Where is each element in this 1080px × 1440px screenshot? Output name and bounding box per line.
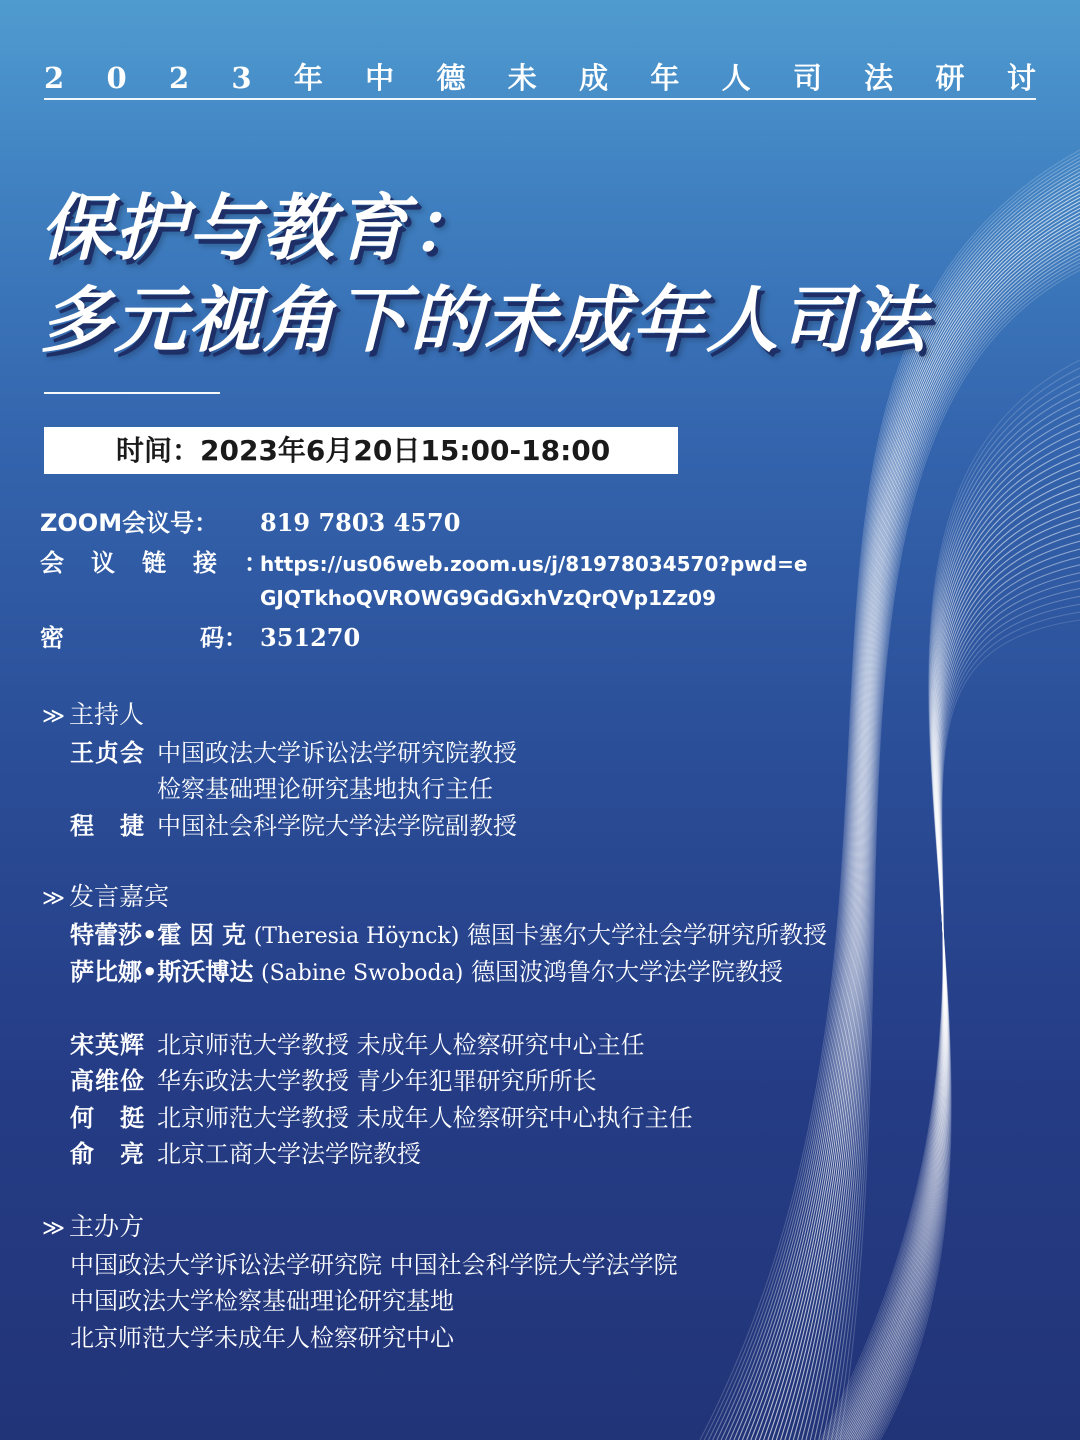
banner-char: 研 [935, 61, 965, 95]
wave-line [819, 252, 1080, 1440]
speaker-title: 华东政法大学教授 青少年犯罪研究所所长 [157, 1067, 597, 1095]
banner-char: 人 [721, 61, 751, 95]
wave-line [873, 392, 1080, 1440]
wave-line [785, 223, 1080, 1440]
wave-line [853, 478, 1080, 1440]
wave-line [831, 573, 1080, 1440]
wave-line [838, 541, 1080, 1440]
wave-line [825, 596, 1080, 1440]
wave-line [864, 431, 1080, 1440]
wave-line [856, 462, 1080, 1440]
wave-line [847, 502, 1080, 1440]
wave-line [823, 255, 1080, 1440]
zoom-id-label: ZOOM会议号： [40, 509, 219, 537]
event-time: 时间：2023年6月20日15:00-18:00 [44, 427, 678, 474]
wave-line [827, 588, 1080, 1440]
banner-char: 中 [365, 61, 395, 95]
banner-char: 讨 [1006, 61, 1036, 95]
wave-line [865, 423, 1080, 1440]
password-label-second: 码： [200, 624, 248, 652]
banner-char: 司 [792, 61, 822, 95]
speaker-row [70, 1061, 597, 1096]
banner-char: 法 [864, 61, 894, 95]
title-line-2: 多元视角下的未成年人司法 [40, 278, 929, 362]
banner-char: 3 [231, 61, 252, 95]
wave-line [764, 205, 1080, 1440]
speaker-row [70, 915, 827, 950]
event-banner [44, 60, 1036, 100]
password-value[interactable]: 351270 [260, 623, 361, 652]
speaker-name: 宋英辉 [70, 1031, 145, 1059]
speaker-title: 德国卡塞尔大学社会学研究所教授 [467, 921, 828, 949]
zoom-password-row [40, 618, 360, 653]
wave-line [832, 263, 1080, 1440]
speaker-title: 北京师范大学教授 未成年人检察研究中心执行主任 [157, 1104, 693, 1132]
title-divider [44, 392, 220, 394]
wave-line [734, 179, 1080, 1440]
host-title: 中国社会科学院大学法学院副教授 [157, 812, 517, 840]
banner-char: 年 [650, 61, 680, 95]
speaker-title: 德国波鸿鲁尔大学法学院教授 [470, 958, 783, 986]
wave-line [878, 368, 1080, 1440]
speaker-latin-name: (Theresia Höynck) [253, 924, 460, 949]
banner-char: 2 [168, 61, 190, 95]
host-name: 王贞会 [70, 739, 145, 767]
wave-line [844, 518, 1080, 1440]
speaker-title: 北京师范大学教授 未成年人检察研究中心主任 [157, 1031, 645, 1059]
speaker-name: 俞 亮 [70, 1140, 145, 1168]
speaker-latin-name: (Sabine Swoboda) [260, 961, 464, 986]
wave-line [815, 248, 1080, 1440]
organizer-line: 北京师范大学未成年人检察研究中心 [70, 1324, 454, 1352]
host-name: 程 捷 [70, 812, 145, 840]
speaker-row [70, 1134, 421, 1169]
host-title-cont: 检察基础理论研究基地执行主任 [157, 775, 493, 803]
wave-line [840, 270, 1080, 1440]
wave-line [772, 212, 1080, 1440]
wave-line [840, 533, 1080, 1440]
wave-line [793, 230, 1080, 1440]
wave-line [849, 494, 1080, 1440]
organizer-line: 中国政法大学检察基础理论研究基地 [70, 1287, 454, 1315]
organizers-heading-label: 主办方 [69, 1212, 145, 1241]
wave-line [835, 557, 1080, 1440]
zoom-link-line-2[interactable]: GJQTkhoQVROWG9GdGxhVzQrQVp1Zz09 [260, 586, 717, 610]
wave-line [810, 245, 1080, 1440]
wave-line [759, 201, 1080, 1440]
speaker-row [70, 1025, 645, 1060]
wave-line [781, 219, 1080, 1440]
speaker-name: 萨比娜•斯沃博达 [70, 958, 254, 986]
zoom-id-row [40, 503, 460, 538]
wave-line [806, 241, 1080, 1440]
banner-char: 0 [106, 61, 127, 95]
wave-line [862, 439, 1080, 1440]
zoom-link-row [40, 543, 807, 578]
wave-line [860, 447, 1080, 1440]
zoom-link-row-2 [260, 583, 716, 611]
wave-line [820, 620, 1080, 1440]
speaker-name: 高维俭 [70, 1067, 145, 1095]
wave-line [751, 194, 1080, 1440]
double-chevron-icon: ≫ [42, 1216, 66, 1241]
wave-line [755, 197, 1080, 1440]
speaker-name: 何 挺 [70, 1104, 145, 1132]
banner-char: 成 [579, 61, 609, 95]
banner-char: 年 [293, 61, 323, 95]
wave-line [822, 612, 1080, 1440]
wave-line [776, 215, 1080, 1440]
wave-line [869, 407, 1080, 1440]
wave-line [747, 190, 1080, 1440]
wave-line [855, 470, 1080, 1440]
double-chevron-icon: ≫ [42, 886, 66, 911]
zoom-id-value[interactable]: 819 7803 4570 [260, 508, 461, 537]
wave-line [842, 525, 1080, 1440]
speaker-row [70, 1098, 693, 1133]
wave-line [798, 234, 1080, 1440]
zoom-link-label: 会议链接： [40, 549, 295, 577]
wave-line [845, 510, 1080, 1440]
wave-line [827, 259, 1080, 1440]
wave-line [880, 360, 1080, 1440]
banner-char: 2 [44, 61, 65, 95]
wave-line [836, 549, 1080, 1440]
wave-line [871, 399, 1080, 1440]
speaker-title: 北京工商大学法学院教授 [157, 1140, 421, 1168]
wave-line [858, 455, 1080, 1440]
speakers-heading-label: 发言嘉宾 [69, 882, 170, 911]
wave-line [829, 581, 1080, 1440]
zoom-link-line-1[interactable]: https://us06web.zoom.us/j/81978034570?pwd=e [260, 552, 808, 576]
double-chevron-icon: ≫ [42, 704, 66, 729]
host-title: 中国政法大学诉讼法学研究院教授 [157, 739, 517, 767]
wave-line [867, 415, 1080, 1440]
speaker-row [70, 952, 783, 987]
speaker-name: 特蕾莎•霍 因 克 [70, 921, 247, 949]
hosts-heading-label: 主持人 [69, 700, 145, 729]
organizers-heading [42, 1207, 144, 1243]
wave-line [742, 186, 1080, 1440]
wave-line [725, 172, 1080, 1440]
organizer-line: 中国政法大学诉讼法学研究院 中国社会科学院大学法学院 [70, 1251, 678, 1279]
wave-line [824, 604, 1080, 1440]
host-row [70, 806, 517, 841]
title-line-1: 保护与教育： [40, 186, 485, 270]
wave-line [802, 237, 1080, 1440]
banner-char: 未 [507, 61, 537, 95]
speakers-heading [42, 877, 169, 913]
hosts-heading [42, 695, 144, 731]
wave-line [738, 183, 1080, 1440]
wave-line [730, 175, 1080, 1440]
wave-line [833, 565, 1080, 1440]
wave-line [836, 266, 1080, 1440]
password-label-first: 密 [40, 624, 64, 652]
wave-line [768, 208, 1080, 1440]
wave-line [875, 384, 1080, 1440]
banner-char: 德 [436, 61, 466, 95]
wave-line [876, 376, 1080, 1440]
wave-line [789, 226, 1080, 1440]
wave-line [851, 486, 1080, 1440]
host-row [70, 733, 517, 768]
